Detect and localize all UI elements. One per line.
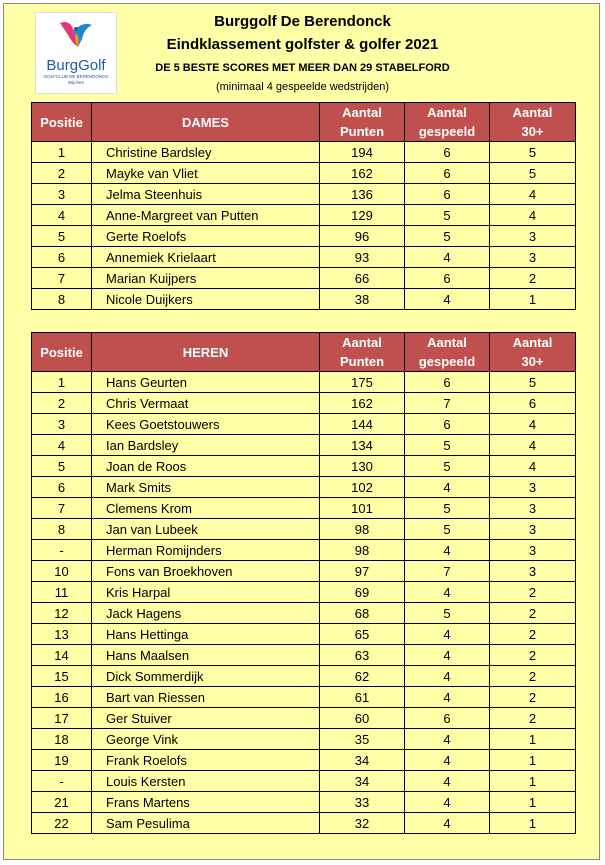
row-name: Nicole Duijkers — [92, 289, 320, 310]
row-punten: 194 — [320, 142, 405, 163]
row-30plus: 3 — [490, 226, 576, 247]
row-punten: 175 — [320, 372, 405, 393]
row-position: 22 — [32, 813, 92, 834]
table-row — [32, 393, 576, 414]
row-position: 1 — [32, 142, 92, 163]
row-30plus: 4 — [490, 205, 576, 226]
row-position: 7 — [32, 268, 92, 289]
page-subtitle: Eindklassement golfster & golfer 2021 — [166, 36, 439, 53]
row-name: Joan de Roos — [92, 456, 320, 477]
row-30plus: 2 — [490, 645, 576, 666]
row-gespeeld: 5 — [405, 205, 490, 226]
row-position: 17 — [32, 708, 92, 729]
row-gespeeld: 5 — [405, 603, 490, 624]
row-30plus: 4 — [490, 184, 576, 205]
table-row — [32, 477, 576, 498]
row-punten: 34 — [320, 750, 405, 771]
table-row — [32, 603, 576, 624]
row-position: 8 — [32, 289, 92, 310]
row-punten: 130 — [320, 456, 405, 477]
logo-city-text: Wijchen — [67, 80, 84, 85]
table-row — [32, 372, 576, 393]
row-gespeeld: 4 — [405, 624, 490, 645]
row-30plus: 5 — [490, 163, 576, 184]
row-punten: 32 — [320, 813, 405, 834]
row-30plus: 1 — [490, 750, 576, 771]
col-header-gespeeld: Aantal gespeeld — [405, 333, 490, 372]
dames-table — [31, 102, 576, 310]
row-punten: 68 — [320, 603, 405, 624]
row-30plus: 3 — [490, 540, 576, 561]
row-name: Anne-Margreet van Putten — [92, 205, 320, 226]
row-punten: 96 — [320, 226, 405, 247]
row-gespeeld: 4 — [405, 582, 490, 603]
row-name: Gerte Roelofs — [92, 226, 320, 247]
row-punten: 33 — [320, 792, 405, 813]
row-30plus: 1 — [490, 289, 576, 310]
col-header-punten: Aantal Punten — [320, 333, 405, 372]
row-name: Frans Martens — [92, 792, 320, 813]
table-row — [32, 792, 576, 813]
table-row — [32, 771, 576, 792]
row-name: Jelma Steenhuis — [92, 184, 320, 205]
table-row — [32, 163, 576, 184]
row-position: 1 — [32, 372, 92, 393]
row-position: 3 — [32, 414, 92, 435]
row-30plus: 1 — [490, 771, 576, 792]
row-position: 4 — [32, 435, 92, 456]
row-name: Kris Harpal — [92, 582, 320, 603]
minimum-note: (minimaal 4 gespeelde wedstrijden) — [215, 81, 390, 93]
row-30plus: 3 — [490, 477, 576, 498]
page-title: Burggolf De Berendonck — [214, 13, 391, 30]
row-position: 6 — [32, 477, 92, 498]
row-gespeeld: 4 — [405, 666, 490, 687]
row-gespeeld: 5 — [405, 456, 490, 477]
row-punten: 38 — [320, 289, 405, 310]
row-punten: 61 — [320, 687, 405, 708]
row-name: Hans Hettinga — [92, 624, 320, 645]
row-gespeeld: 4 — [405, 477, 490, 498]
row-name: Sam Pesulima — [92, 813, 320, 834]
table-row — [32, 540, 576, 561]
row-punten: 66 — [320, 268, 405, 289]
row-punten: 136 — [320, 184, 405, 205]
row-name: Jack Hagens — [92, 603, 320, 624]
row-gespeeld: 4 — [405, 813, 490, 834]
row-30plus: 3 — [490, 519, 576, 540]
row-punten: 98 — [320, 540, 405, 561]
row-30plus: 2 — [490, 666, 576, 687]
row-30plus: 3 — [490, 561, 576, 582]
row-position: 4 — [32, 205, 92, 226]
row-name: Fons van Broekhoven — [92, 561, 320, 582]
table-row — [32, 519, 576, 540]
row-name: Mark Smits — [92, 477, 320, 498]
row-position: 7 — [32, 498, 92, 519]
row-name: Hans Maalsen — [92, 645, 320, 666]
logo-brand-text: BurgGolf — [46, 57, 106, 74]
row-30plus: 2 — [490, 603, 576, 624]
row-punten: 144 — [320, 414, 405, 435]
row-punten: 62 — [320, 666, 405, 687]
col-header-30plus: Aantal 30+ — [490, 103, 576, 142]
table-row — [32, 247, 576, 268]
col-header-dames: DAMES — [92, 103, 320, 142]
row-name: Dick Sommerdijk — [92, 666, 320, 687]
row-name: Ger Stuiver — [92, 708, 320, 729]
row-gespeeld: 4 — [405, 540, 490, 561]
row-gespeeld: 6 — [405, 184, 490, 205]
table-row — [32, 184, 576, 205]
row-30plus: 2 — [490, 624, 576, 645]
row-position: 8 — [32, 519, 92, 540]
heren-table — [31, 332, 576, 834]
table-row — [32, 582, 576, 603]
row-name: Ian Bardsley — [92, 435, 320, 456]
row-gespeeld: 6 — [405, 268, 490, 289]
row-gespeeld: 4 — [405, 687, 490, 708]
row-gespeeld: 5 — [405, 498, 490, 519]
col-header-positie: Positie — [32, 103, 92, 142]
row-punten: 63 — [320, 645, 405, 666]
table-row — [32, 268, 576, 289]
table-row — [32, 205, 576, 226]
row-name: Hans Geurten — [92, 372, 320, 393]
row-name: Marian Kuijpers — [92, 268, 320, 289]
row-gespeeld: 7 — [405, 561, 490, 582]
table-row — [32, 750, 576, 771]
row-gespeeld: 5 — [405, 519, 490, 540]
table-row — [32, 645, 576, 666]
col-header-positie: Positie — [32, 333, 92, 372]
row-gespeeld: 4 — [405, 247, 490, 268]
row-name: Mayke van Vliet — [92, 163, 320, 184]
row-gespeeld: 6 — [405, 708, 490, 729]
table-header-row — [32, 103, 576, 142]
row-30plus: 6 — [490, 393, 576, 414]
table-row — [32, 708, 576, 729]
row-30plus: 5 — [490, 142, 576, 163]
row-position: 12 — [32, 603, 92, 624]
row-position: 21 — [32, 792, 92, 813]
row-gespeeld: 5 — [405, 226, 490, 247]
row-30plus: 4 — [490, 435, 576, 456]
table-row — [32, 498, 576, 519]
row-gespeeld: 4 — [405, 750, 490, 771]
logo-club-text: GOLFCLUB DE BERENDONCK — [43, 74, 109, 79]
row-position: 13 — [32, 624, 92, 645]
row-30plus: 4 — [490, 456, 576, 477]
row-punten: 162 — [320, 163, 405, 184]
row-gespeeld: 4 — [405, 289, 490, 310]
row-punten: 98 — [320, 519, 405, 540]
table-row — [32, 624, 576, 645]
row-position: 18 — [32, 729, 92, 750]
row-name: Bart van Riessen — [92, 687, 320, 708]
col-header-30plus: Aantal 30+ — [490, 333, 576, 372]
row-gespeeld: 6 — [405, 414, 490, 435]
table-row — [32, 142, 576, 163]
table-row — [32, 435, 576, 456]
row-name: Chris Vermaat — [92, 393, 320, 414]
row-punten: 65 — [320, 624, 405, 645]
row-punten: 162 — [320, 393, 405, 414]
row-punten: 97 — [320, 561, 405, 582]
col-header-heren: HEREN — [92, 333, 320, 372]
row-gespeeld: 4 — [405, 792, 490, 813]
row-gespeeld: 4 — [405, 729, 490, 750]
row-position: 16 — [32, 687, 92, 708]
row-30plus: 2 — [490, 582, 576, 603]
row-gespeeld: 5 — [405, 435, 490, 456]
row-name: Frank Roelofs — [92, 750, 320, 771]
row-punten: 34 — [320, 771, 405, 792]
row-punten: 129 — [320, 205, 405, 226]
row-name: George Vink — [92, 729, 320, 750]
table-row — [32, 456, 576, 477]
row-position: 15 — [32, 666, 92, 687]
row-gespeeld: 6 — [405, 142, 490, 163]
row-position: - — [32, 771, 92, 792]
table-row — [32, 666, 576, 687]
col-header-gespeeld: Aantal gespeeld — [405, 103, 490, 142]
row-name: Christine Bardsley — [92, 142, 320, 163]
table-row — [32, 687, 576, 708]
row-gespeeld: 4 — [405, 771, 490, 792]
row-gespeeld: 6 — [405, 372, 490, 393]
row-position: 5 — [32, 456, 92, 477]
row-position: 5 — [32, 226, 92, 247]
table-row — [32, 561, 576, 582]
row-30plus: 4 — [490, 414, 576, 435]
row-position: 6 — [32, 247, 92, 268]
row-30plus: 3 — [490, 498, 576, 519]
row-30plus: 2 — [490, 708, 576, 729]
row-30plus: 1 — [490, 813, 576, 834]
row-punten: 93 — [320, 247, 405, 268]
row-punten: 102 — [320, 477, 405, 498]
row-30plus: 1 — [490, 792, 576, 813]
row-name: Jan van Lubeek — [92, 519, 320, 540]
table-header-row — [32, 333, 576, 372]
table-row — [32, 226, 576, 247]
row-gespeeld: 6 — [405, 163, 490, 184]
row-position: 3 — [32, 184, 92, 205]
row-30plus: 5 — [490, 372, 576, 393]
row-name: Clemens Krom — [92, 498, 320, 519]
row-30plus: 2 — [490, 687, 576, 708]
row-position: 2 — [32, 393, 92, 414]
row-position: - — [32, 540, 92, 561]
table-row — [32, 289, 576, 310]
row-30plus: 2 — [490, 268, 576, 289]
row-name: Kees Goetstouwers — [92, 414, 320, 435]
row-name: Herman Romijnders — [92, 540, 320, 561]
row-punten: 35 — [320, 729, 405, 750]
row-position: 2 — [32, 163, 92, 184]
row-position: 11 — [32, 582, 92, 603]
row-position: 10 — [32, 561, 92, 582]
row-gespeeld: 7 — [405, 393, 490, 414]
col-header-punten: Aantal Punten — [320, 103, 405, 142]
row-punten: 60 — [320, 708, 405, 729]
row-punten: 101 — [320, 498, 405, 519]
row-name: Annemiek Krielaart — [92, 247, 320, 268]
table-row — [32, 813, 576, 834]
row-position: 19 — [32, 750, 92, 771]
row-punten: 69 — [320, 582, 405, 603]
row-punten: 134 — [320, 435, 405, 456]
row-name: Louis Kersten — [92, 771, 320, 792]
table-row — [32, 729, 576, 750]
criteria-line: DE 5 BESTE SCORES MET MEER DAN 29 STABELFORD — [155, 62, 450, 74]
row-gespeeld: 4 — [405, 645, 490, 666]
table-row — [32, 414, 576, 435]
row-position: 14 — [32, 645, 92, 666]
row-30plus: 1 — [490, 729, 576, 750]
row-30plus: 3 — [490, 247, 576, 268]
